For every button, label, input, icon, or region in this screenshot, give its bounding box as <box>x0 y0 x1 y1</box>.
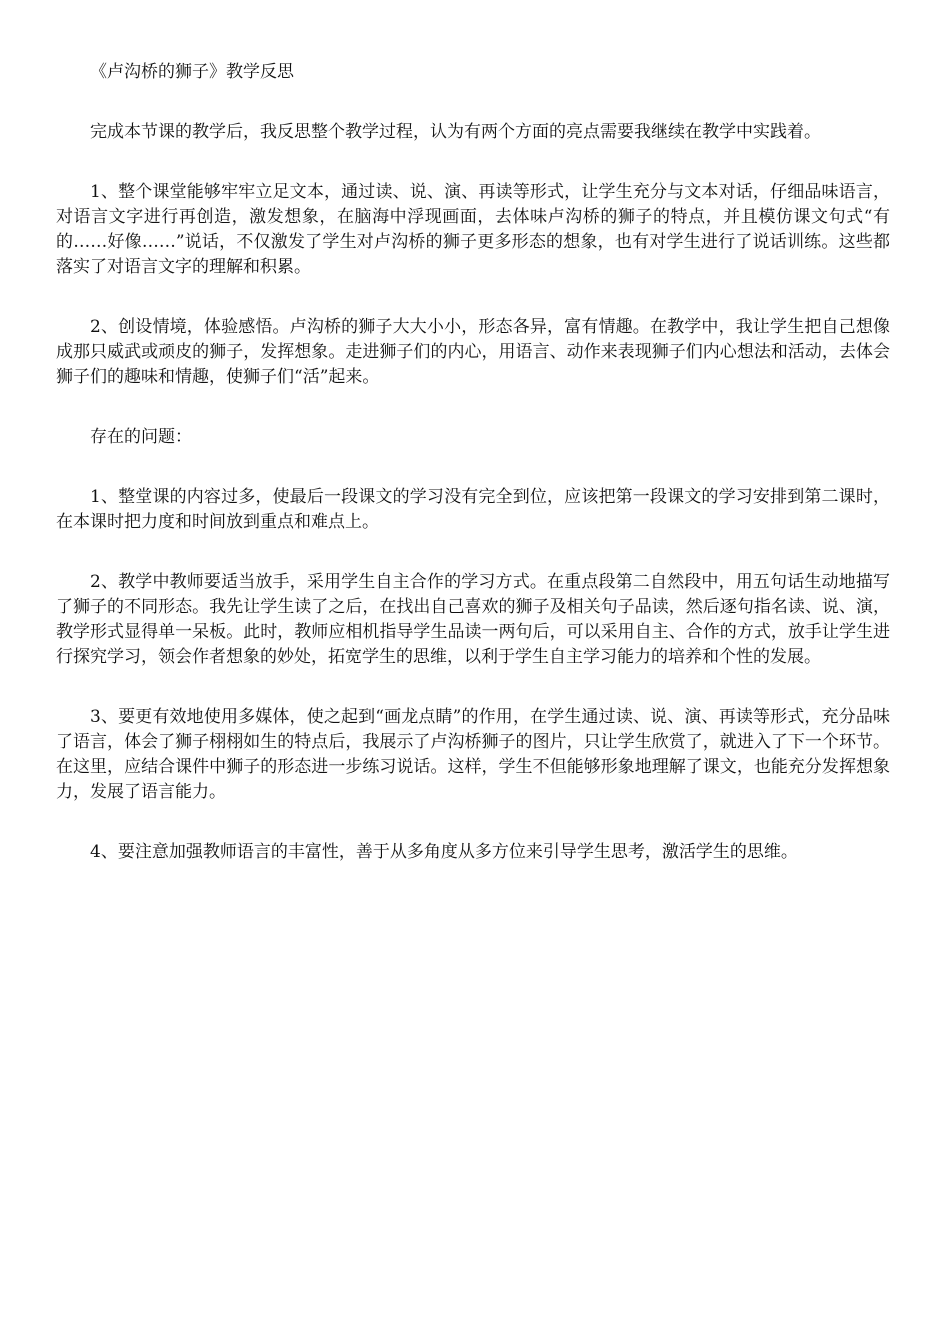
problem-paragraph-2: 2、教学中教师要适当放手，采用学生自主合作的学习方式。在重点段第二自然段中，用五句话生动地描写了狮子的不同形态。我先让学生读了之后，在找出自己喜欢的狮子及相关句子品读，然后逐句指名读、说、演，教学形式显得单一呆板。此时，教师应相机指导学生品读一两句后，可以采用自主、合作的方式，放手让学生进行探究学习，领会作者想象的妙处，拓宽学生的思维，以利于学生自主学习能力的培养和个性的发展。 <box>56 572 890 667</box>
document-title: 《卢沟桥的狮子》教学反思 <box>90 62 294 82</box>
problem-paragraph-3: 3、要更有效地使用多媒体，使之起到“画龙点睛”的作用，在学生通过读、说、演、再读等形式，充分品味了语言，体会了狮子栩栩如生的特点后，我展示了卢沟桥狮子的图片，只让学生欣赏了，就进入了下一个环节。在这里，应结合课件中狮子的形态进一步练习说话。这样，学生不但能够形象地理解了课文，也能充分发挥想象力，发展了语言能力。 <box>56 707 890 802</box>
problem-paragraph-1: 1、整堂课的内容过多，使最后一段课文的学习没有完全到位，应该把第一段课文的学习安排到第二课时，在本课时把力度和时间放到重点和难点上。 <box>56 487 890 532</box>
highlight-paragraph-2: 2、创设情境，体验感悟。卢沟桥的狮子大大小小，形态各异，富有情趣。在教学中，我让学生把自己想像成那只威武或顽皮的狮子，发挥想象。走进狮子们的内心，用语言、动作来表现狮子们内心想法和活动，去体会狮子们的趣味和情趣，使狮子们“活”起来。 <box>56 317 890 387</box>
problems-heading: 存在的问题： <box>90 427 192 447</box>
intro-paragraph: 完成本节课的教学后，我反思整个教学过程，认为有两个方面的亮点需要我继续在教学中实践着。 <box>90 122 821 142</box>
problem-paragraph-4: 4、要注意加强教师语言的丰富性，善于从多角度从多方位来引导学生思考，激活学生的思维。 <box>90 842 798 862</box>
highlight-paragraph-1: 1、整个课堂能够牢牢立足文本，通过读、说、演、再读等形式，让学生充分与文本对话，仔细品味语言，对语言文字进行再创造，激发想象，在脑海中浮现画面，去体味卢沟桥的狮子的特点，并且模仿课文句式“有的……好像……”说话，不仅激发了学生对卢沟桥的狮子更多形态的想象，也有对学生进行了说话训练。这些都落实了对语言文字的理解和积累。 <box>56 182 890 277</box>
